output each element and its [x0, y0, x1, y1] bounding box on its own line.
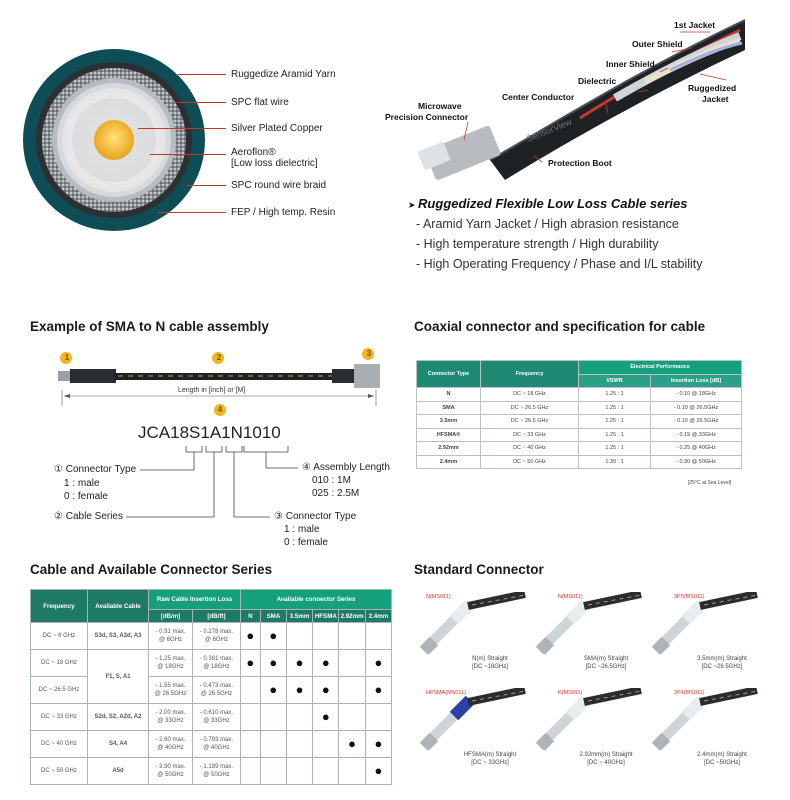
connector-photo — [420, 592, 530, 654]
length-label: Length in [inch] or [M] — [178, 387, 246, 394]
spec-cell-vswr: 1.25 : 1 — [579, 388, 651, 402]
cab-loss-value: - 1.55 max. — [155, 683, 186, 689]
cab-loss-value: - 2.60 max. — [155, 737, 186, 743]
cab-header-conn: N — [241, 610, 261, 623]
cab-cell-dot — [365, 623, 391, 650]
cab-header-conn: SMA — [260, 610, 286, 623]
cab-cell-freq: DC ~ 26.5 GHz — [31, 677, 88, 704]
cab-header-raw: Raw Cable Insertion Loss — [149, 590, 241, 610]
cab-loss-freq: @ 40GHz — [157, 745, 184, 751]
connector-photo — [420, 688, 530, 750]
cab-loss-freq: @ 33GHz — [203, 718, 230, 724]
spec-cell-freq: DC ~ 40 GHz — [481, 442, 579, 456]
connector-range: [DC ~ 33GHz] — [471, 760, 509, 766]
spec-cell-loss: - 0.10 @ 18GHz — [651, 388, 742, 402]
standard-connector-card — [420, 688, 530, 780]
spec-cell-loss: - 0.15 @ 33GHz — [651, 428, 742, 442]
cab-cell-dot: ● — [365, 650, 391, 677]
cab-cell-dot: ● — [339, 731, 365, 758]
connector-range: [DC ~ 40GHz] — [587, 760, 625, 766]
cab-cell-dot: ● — [286, 650, 312, 677]
spec-header-vswr: VSWR — [579, 374, 651, 388]
cable-table-title: Cable and Available Connector Series — [30, 562, 273, 577]
spec-cell-type: HFSMA® — [417, 428, 481, 442]
connector-tag: 2P4(MS011) — [674, 690, 705, 696]
spec-header-freq: Frequency — [481, 361, 579, 388]
cab-cell-dbm — [149, 704, 193, 731]
spec-cell-type: SMA — [417, 401, 481, 415]
connector-caption: N(m) Straight — [472, 656, 508, 662]
cab-cell-dbft — [192, 758, 240, 785]
callout-jacket: Jacket — [702, 94, 729, 104]
connector-caption: 3.5mm(m) Straight — [697, 656, 747, 662]
standard-connector-card — [536, 688, 646, 780]
cab-cell-dot — [339, 623, 365, 650]
label-spc-round-braid: SPC round wire braid — [231, 180, 327, 191]
connector-photo — [536, 592, 646, 654]
cab-cell-dbm — [149, 731, 193, 758]
standard-connector-card — [652, 592, 762, 684]
cab-row — [31, 731, 392, 758]
spec-cell-loss: - 0.25 @ 40GHz — [651, 442, 742, 456]
standard-connector-card — [420, 592, 530, 684]
cab-cell-cable: S2d, S2, A2d, A2 — [87, 704, 148, 731]
connector-caption: 2.92mm(m) Straight — [579, 752, 633, 758]
spec-cell-vswr: 1.30 : 1 — [579, 455, 651, 469]
assembly-title: Example of SMA to N cable assembly — [30, 319, 269, 334]
spec-cell-loss: - 0.10 @ 26.5GHz — [651, 401, 742, 415]
cab-loss-value: - 0.793 max. — [199, 737, 234, 743]
cab-cell-dot: ● — [365, 677, 391, 704]
cab-loss-freq: @ 6GHz — [158, 637, 183, 643]
cab-loss-freq: @ 40GHz — [203, 745, 230, 751]
standard-connector-card — [536, 592, 646, 684]
spec-row — [417, 388, 742, 402]
callout-ruggedized: Ruggedized — [688, 83, 737, 93]
features-title: ➤ Ruggedized Flexible Low Loss Cable series — [408, 196, 688, 211]
cab-loss-freq: @ 50GHz — [157, 772, 184, 778]
length-title: ④ Assembly Length — [302, 462, 390, 473]
cab-cell-dot — [260, 731, 286, 758]
cab-loss-value: - 3.90 max. — [155, 764, 186, 770]
cab-loss-value: - 0.91 max. — [155, 629, 186, 635]
length-opt-1m: 010 : 1M — [312, 475, 351, 486]
cab-cell-dot: ● — [241, 650, 261, 677]
cab-cell-dbm — [149, 623, 193, 650]
cab-cell-dot: ● — [365, 758, 391, 785]
callout-protection-boot: Protection Boot — [548, 158, 612, 168]
cab-header-dbft: [dB/ft] — [192, 610, 240, 623]
cab-header-conn: 2.92mm — [339, 610, 365, 623]
cab-loss-value: - 1.25 max. — [155, 656, 186, 662]
cab-header-freq: Frequency — [31, 590, 88, 623]
spec-row — [417, 401, 742, 415]
spec-cell-vswr: 1.25 : 1 — [579, 428, 651, 442]
conn1-title: ① Connector Type — [54, 464, 137, 475]
cab-loss-value: - 0.473 max. — [199, 683, 234, 689]
cab-cell-dbft — [192, 704, 240, 731]
cab-row — [31, 704, 392, 731]
cab-header-conn: HFSMA — [313, 610, 339, 623]
cab-cell-dbft — [192, 623, 240, 650]
spec-cell-type: 2.92mm — [417, 442, 481, 456]
cab-row — [31, 623, 392, 650]
connector-caption: HFSMA(m) Straight — [463, 752, 517, 758]
spec-cell-freq: DC ~ 18 GHz — [481, 388, 579, 402]
connector-tag: K(MS011) — [558, 690, 583, 696]
spec-row — [417, 442, 742, 456]
cab-cell-dbft — [192, 650, 240, 677]
cab-cell-dot: ● — [260, 623, 286, 650]
cab-loss-value: - 2.00 max. — [155, 710, 186, 716]
cab-cell-dot — [241, 758, 261, 785]
cab-loss-value: - 1.189 max. — [199, 764, 234, 770]
cab-cell-dbm — [149, 677, 193, 704]
conn3-opt-female: 0 : female — [284, 537, 328, 548]
cab-cell-freq: DC ~ 50 GHz — [31, 758, 88, 785]
callout-dielectric: Dielectric — [578, 76, 617, 86]
length-opt-25m: 025 : 2.5M — [312, 488, 360, 499]
spec-row — [417, 455, 742, 469]
connector-range: [DC ~50GHz] — [704, 760, 740, 766]
conn3-opt-male: 1 : male — [284, 524, 320, 535]
connector-range: [DC ~26.5GHz] — [585, 664, 627, 670]
spec-cell-freq: DC ~ 26.5 GHz — [481, 415, 579, 429]
label-aramid-yarn: Ruggedize Aramid Yarn — [231, 69, 336, 80]
connector-caption: SMA(m) Straight — [583, 656, 629, 662]
spec-row — [417, 415, 742, 429]
connector-tag: HFSMA(MS011) — [426, 690, 466, 696]
cab-cell-cable: A5d — [87, 758, 148, 785]
pn-length: 010 — [252, 423, 281, 442]
cab-cell-dbft — [192, 677, 240, 704]
cab-cell-dbm — [149, 650, 193, 677]
series-title: ② Cable Series — [54, 511, 123, 522]
callout-microwave: Microwave — [418, 101, 462, 111]
spec-row — [417, 428, 742, 442]
cab-cell-dot: ● — [365, 731, 391, 758]
cab-cell-dbm — [149, 758, 193, 785]
cab-loss-freq: @ 33GHz — [157, 718, 184, 724]
spec-cell-freq: DC ~ 33 GHz — [481, 428, 579, 442]
feature-item: - Aramid Yarn Jacket / High abrasion resistance — [416, 217, 679, 231]
cab-cell-dot — [260, 704, 286, 731]
cab-loss-freq: @ 50GHz — [203, 772, 230, 778]
cab-cell-freq: DC ~ 33 GHz — [31, 704, 88, 731]
cab-cell-dot: ● — [260, 650, 286, 677]
cab-cell-dot: ● — [313, 650, 339, 677]
marker-3: 3 — [366, 349, 372, 358]
cab-cell-dot — [286, 758, 312, 785]
cab-cell-dot — [241, 704, 261, 731]
cab-cell-cable: S4, A4 — [87, 731, 148, 758]
cab-cell-dot — [286, 704, 312, 731]
cab-cell-freq: DC ~ 6 GHz — [31, 623, 88, 650]
spec-header-type: Connector Type — [417, 361, 481, 388]
label-fep-resin: FEP / High temp. Resin — [231, 207, 336, 218]
standard-connector-grid — [420, 592, 760, 782]
bullet-arrow-icon: ➤ — [408, 200, 419, 210]
cab-cell-dot — [260, 758, 286, 785]
cab-cell-dot — [339, 758, 365, 785]
cab-loss-freq: @ 6GHz — [204, 637, 228, 643]
cab-loss-freq: @ 26.5GHz — [154, 691, 187, 697]
cab-loss-freq: @ 18GHz — [157, 664, 184, 670]
cab-cell-dot — [313, 758, 339, 785]
label-silver-plated-copper: Silver Plated Copper — [231, 123, 323, 134]
spec-cell-vswr: 1.25 : 1 — [579, 442, 651, 456]
callout-center-conductor: Center Conductor — [502, 92, 575, 102]
cab-cell-dot — [241, 677, 261, 704]
cab-cell-freq: DC ~ 40 GHz — [31, 731, 88, 758]
conn1-opt-female: 0 : female — [64, 491, 108, 502]
cab-cell-dot — [339, 677, 365, 704]
spec-cell-type: 3.5mm — [417, 415, 481, 429]
cab-cell-dot — [313, 623, 339, 650]
spec-cell-freq: DC ~ 50 GHz — [481, 455, 579, 469]
cab-cell-dot — [313, 731, 339, 758]
standard-connector-card — [652, 688, 762, 780]
marker-2: 2 — [216, 353, 222, 362]
spec-cell-vswr: 1.25 : 1 — [579, 401, 651, 415]
cross-section-svg — [22, 48, 206, 232]
connector-photo — [652, 592, 762, 654]
conn1-opt-male: 1 : male — [64, 478, 100, 489]
cab-cell-cable: F1, S, A1 — [87, 650, 148, 704]
feature-item: - High Operating Frequency / Phase and I/L stability — [416, 257, 703, 271]
cab-header-series: Available connector Series — [241, 590, 392, 610]
spec-cell-type: N — [417, 388, 481, 402]
connector-caption: 2.4mm(m) Straight — [697, 752, 747, 758]
cab-loss-value: - 0.278 max. — [199, 629, 234, 635]
label-low-loss-dielectric: [Low loss dielectric] — [231, 158, 318, 169]
cab-cell-dot — [286, 623, 312, 650]
label-aeroflon: Aeroflon® — [231, 147, 276, 158]
spec-header-loss: Insertion Loss [dB] — [651, 374, 742, 388]
callout-precision-connector: Precision Connector — [385, 112, 469, 122]
cab-cell-dot: ● — [313, 704, 339, 731]
callout-outer-shield: Outer Shield — [632, 39, 683, 49]
cab-cell-dot: ● — [313, 677, 339, 704]
spec-cell-freq: DC ~ 26.5 GHz — [481, 401, 579, 415]
standard-title: Standard Connector — [414, 562, 544, 577]
cable-series-table — [30, 589, 392, 785]
conn3-title: ③ Connector Type — [274, 511, 357, 522]
pn-conn1: A1 — [209, 423, 231, 442]
cab-cell-dbft — [192, 731, 240, 758]
cab-loss-value: - 0.610 max. — [199, 710, 234, 716]
spec-cell-loss: - 0.10 @ 26.5GHz — [651, 415, 742, 429]
cab-header-conn: 2.4mm — [365, 610, 391, 623]
pn-base: JCA18 — [138, 423, 190, 442]
callout-first-jacket: 1st Jacket — [674, 20, 716, 30]
spec-cell-loss: - 0.30 @ 50GHz — [651, 455, 742, 469]
pn-conn2: N1 — [230, 423, 253, 442]
spec-note: [25°C at Sea Level] — [688, 480, 732, 486]
cab-header-avail: Available Cable — [87, 590, 148, 623]
cab-cell-dot — [241, 731, 261, 758]
cab-header-dbm: [dB/m] — [149, 610, 193, 623]
spec-table — [416, 360, 742, 469]
spec-header-perf: Electrical Performance — [579, 361, 742, 375]
cab-header-conn: 3.5mm — [286, 610, 312, 623]
connector-photo — [652, 688, 762, 750]
feature-item: - High temperature strength / High durability — [416, 237, 659, 251]
pn-series: S1 — [189, 423, 210, 442]
connector-range: [DC ~26.5GHz] — [701, 664, 743, 670]
label-spc-flat-wire: SPC flat wire — [231, 97, 289, 108]
cab-cell-dot — [339, 650, 365, 677]
brand-watermark: SensorView — [525, 116, 574, 144]
cab-cell-dot: ● — [286, 677, 312, 704]
cab-cell-dot: ● — [241, 623, 261, 650]
features-block — [408, 196, 778, 271]
spec-cell-type: 2.4mm — [417, 455, 481, 469]
cable-cross-section — [22, 48, 206, 232]
cab-loss-value: - 0.381 max. — [199, 656, 234, 662]
connector-tag: N(MS011) — [426, 594, 451, 600]
connector-tag: 3P5(MS011) — [674, 594, 705, 600]
cab-cell-dot — [365, 704, 391, 731]
connector-tag: N(MS011) — [558, 594, 583, 600]
cab-row — [31, 758, 392, 785]
cab-cell-dot — [286, 731, 312, 758]
spec-cell-vswr: 1.25 : 1 — [579, 415, 651, 429]
spec-title: Coaxial connector and specification for cable — [414, 319, 706, 334]
connector-range: [DC ~18GHz] — [472, 664, 508, 670]
connector-photo — [536, 688, 646, 750]
cab-row — [31, 650, 392, 677]
cab-cell-freq: DC ~ 18 GHz — [31, 650, 88, 677]
cab-row — [31, 677, 392, 704]
cab-loss-freq: @ 26.5GHz — [200, 691, 233, 697]
marker-4: 4 — [217, 405, 223, 414]
callout-inner-shield: Inner Shield — [606, 59, 655, 69]
cab-cell-dot — [339, 704, 365, 731]
marker-1: 1 — [64, 353, 70, 362]
cab-loss-freq: @ 18GHz — [203, 664, 230, 670]
cab-cell-cable: S3d, S3, A3d, A3 — [87, 623, 148, 650]
cab-cell-dot: ● — [260, 677, 286, 704]
